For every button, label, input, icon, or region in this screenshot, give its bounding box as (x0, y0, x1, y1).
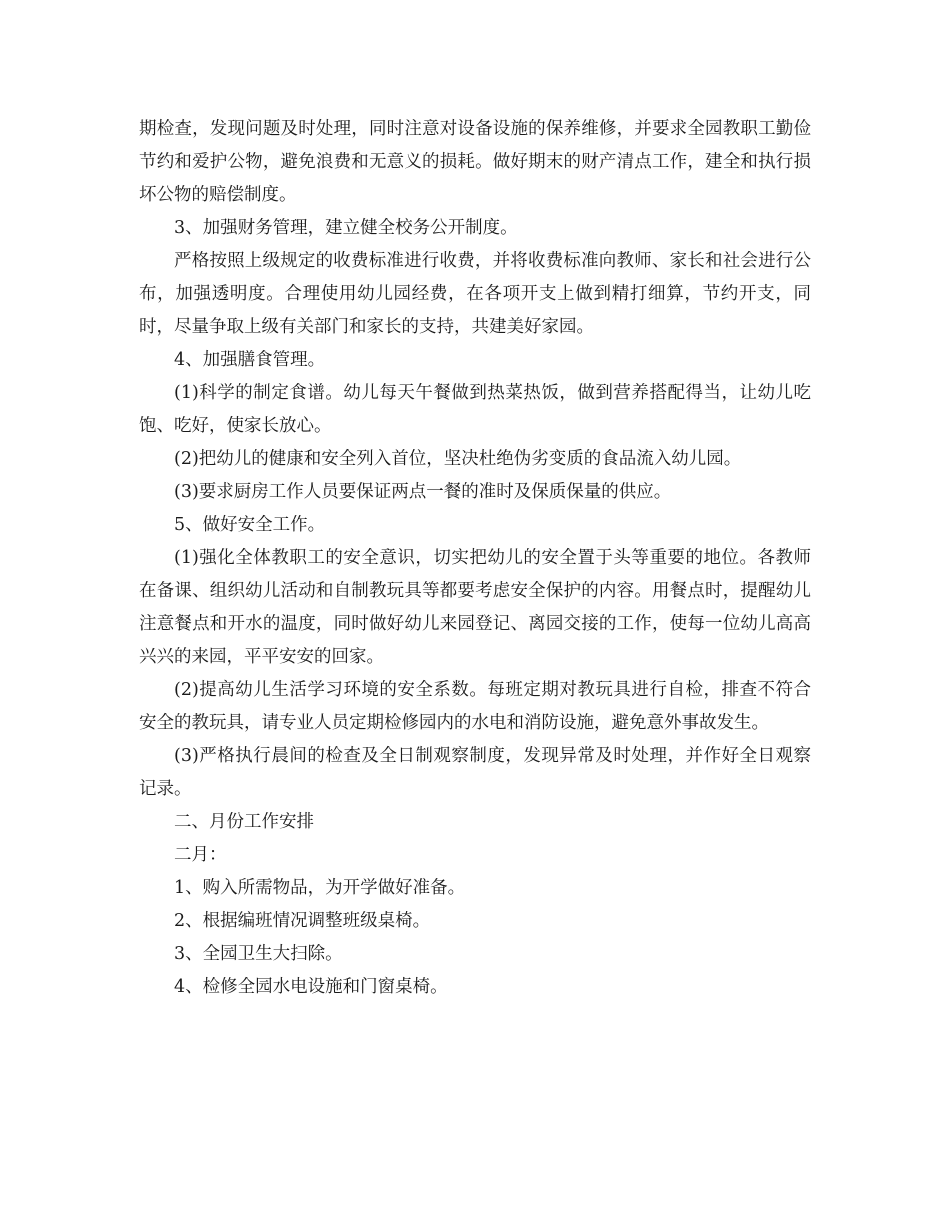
paragraph-safety-item-3: (3)严格执行晨间的检查及全日制观察制度，发现异常及时处理，并作好全日观察记录。 (139, 746, 811, 799)
paragraph-meal-item-3: (3)要求厨房工作人员要保证两点一餐的准时及保质保量的供应。 (174, 482, 672, 502)
paragraph-safety-item-2: (2)提高幼儿生活学习环境的安全系数。每班定期对教玩具进行自检，排查不符合安全的教玩具，请专业人员定期检修园内的水电和消防设施，避免意外事故发生。 (139, 680, 811, 733)
list-item-feb-4: 4、检修全园水电设施和门窗桌椅。 (174, 977, 448, 997)
list-item-feb-1: 1、购入所需物品，为开学做好准备。 (174, 878, 466, 898)
heading-finance-management: 3、加强财务管理，建立健全校务公开制度。 (174, 218, 518, 238)
paragraph-meal-item-2: (2)把幼儿的健康和安全列入首位，坚决杜绝伪劣变质的食品流入幼儿园。 (174, 449, 742, 469)
heading-meal-management: 4、加强膳食管理。 (174, 350, 326, 370)
document-body (139, 113, 811, 1004)
paragraph-safety-item-1: (1)强化全体教职工的安全意识，切实把幼儿的安全置于头等重要的地位。各教师在备课、组织幼儿活动和自制教玩具等都要考虑安全保护的内容。用餐点时，提醒幼儿注意餐点和开水的温度，同时做好幼儿来园登记、离园交接的工作，使每一位幼儿高高兴兴的来园，平平安安的回家。 (139, 548, 811, 667)
paragraph-meal-item-1: (1)科学的制定食谱。幼儿每天午餐做到热菜热饭，做到营养搭配得当，让幼儿吃饱、吃好，使家长放心。 (139, 383, 811, 436)
list-item-feb-2: 2、根据编班情况调整班级桌椅。 (174, 911, 431, 931)
heading-safety-work: 5、做好安全工作。 (174, 515, 326, 535)
list-item-feb-3: 3、全园卫生大扫除。 (174, 944, 343, 964)
paragraph-facility-maintenance: 期检查，发现问题及时处理，同时注意对设备设施的保养维修，并要求全园教职工勤俭节约和爱护公物，避免浪费和无意义的损耗。做好期末的财产清点工作，建全和执行损坏公物的赔偿制度。 (139, 119, 811, 205)
heading-february: 二月： (174, 845, 227, 865)
paragraph-fee-standards: 严格按照上级规定的收费标准进行收费，并将收费标准向教师、家长和社会进行公布，加强透明度。合理使用幼儿园经费，在各项开支上做到精打细算，节约开支，同时，尽量争取上级有关部门和家长的支持，共建美好家园。 (139, 251, 811, 337)
heading-monthly-schedule: 二、月份工作安排 (174, 812, 314, 832)
